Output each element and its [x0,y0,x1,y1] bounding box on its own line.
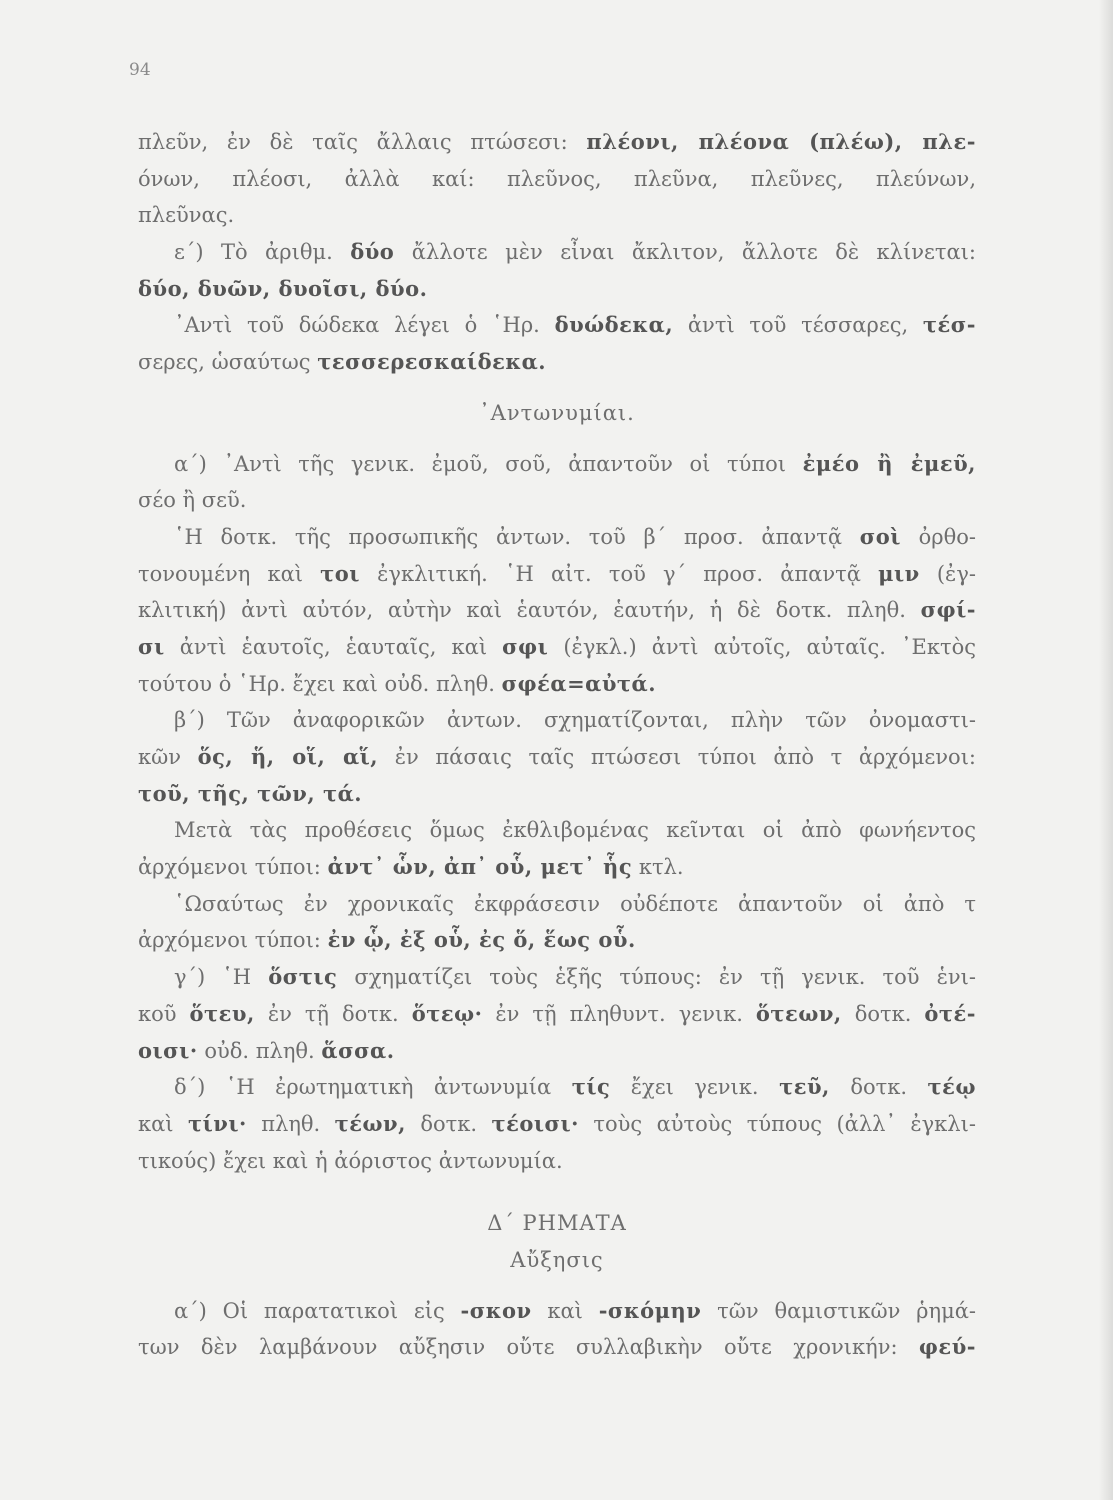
text-line: σι ἀντὶ ἑαυτοῖς, ἑαυταῖς, καὶ σφι (ἐγκλ.) ἀντὶ αὐτοῖς, αὐταῖς. ᾿Εκτὸς [138,633,976,659]
text-line: τικούς) ἔχει καὶ ἡ ἀόριστος ἀντωνυμία. [138,1148,563,1173]
text-line: όνων, πλέοσι, ἀλλὰ καί: πλεῦνος, πλεῦνα, πλεῦνες, πλεύνων, [138,166,976,191]
text-line: κοῦ ὅτευ, ἐν τῇ δοτκ. ὅτεῳ· ἐν τῇ πληθυντ. γενικ. ὅτεων, δοτκ. ὀτέ- [138,1000,977,1026]
text-line: τούτου ὁ ῾Ηρ. ἔχει καὶ οὐδ. πληθ. σφέα=αὐτά. [138,670,657,696]
page-number: 94 [129,60,151,80]
text-line: πλεῦν, ἐν δὲ ταῖς ἄλλαις πτώσεσι: πλέονι, πλέονα (πλέω), πλε- [138,129,976,154]
text-line: σέο ἢ σεῦ. [138,488,247,513]
text-line: ῾Η δοτκ. τῆς προσωπικῆς ἀντων. τοῦ β΄ προσ. ἀπαντᾷ σοὶ ὀρθο- [174,523,976,549]
text-line: τονουμένη καὶ τοι ἐγκλιτική. ῾Η αἰτ. τοῦ γ΄ προσ. ἀπαντᾷ μιν (ἐγ- [138,560,976,586]
text-line: δ΄) ῾Η ἐρωτηματικὴ ἀντωνυμία τίς ἔχει γενικ. τεῦ, δοτκ. τέῳ [174,1074,976,1100]
text-line: καὶ τίνι· πληθ. τέων, δοτκ. τέοισι· τοὺς αὐτοὺς τύπους (ἀλλ᾿ ἐγκλι- [138,1110,976,1136]
section-heading-augment: Αὔξησις [510,1247,604,1272]
text-line: των δὲν λαμβάνουν αὔξησιν οὔτε συλλαβικὴν οὔτε χρονικήν: φεύ- [138,1334,976,1360]
text-line: τοῦ, τῆς, τῶν, τά. [138,780,363,806]
text-line: ἀρχόμενοι τύποι: ἀντ᾿ ὧν, ἀπ᾿ οὗ, μετ᾿ ἧς κτλ. [138,854,684,880]
body-text [138,124,976,1366]
text-line: ἀρχόμενοι τύποι: ἐν ᾧ, ἐξ οὗ, ἐς ὅ, ἕως οὗ. [138,927,636,953]
text-line: ε΄) Τὸ ἀριθμ. δύο ἄλλοτε μὲν εἶναι ἄκλιτον, ἄλλοτε δὲ κλίνεται: [174,239,976,265]
text-line: κῶν ὅς, ἥ, οἵ, αἵ, ἐν πάσαις ταῖς πτώσεσι τύποι ἀπὸ τ ἀρχόμενοι: [138,744,977,769]
text-line: ῾Ωσαύτως ἐν χρονικαῖς ἐκφράσεσιν οὐδέποτε ἀπαντοῦν οἱ ἀπὸ τ [174,891,976,916]
text-line: β΄) Τῶν ἀναφορικῶν ἀντων. σχηματίζονται, πλὴν τῶν ὀνομαστι- [174,708,976,733]
text-line: α΄) ᾿Αντὶ τῆς γενικ. ἐμοῦ, σοῦ, ἀπαντοῦν οἱ τύποι ἐμέο ἢ ἐμεῦ, [174,450,976,476]
chapter-heading-verbs: Δ΄ ΡΗΜΑΤΑ [487,1211,627,1236]
text-line: δύο, δυῶν, δυοῖσι, δύο. [138,275,428,301]
text-line: α΄) Οἱ παρατατικοὶ εἰς -σκον καὶ -σκόμην τῶν θαμιστικῶν ῥημά- [174,1297,976,1323]
text-line: πλεῦνας. [138,203,235,228]
text-line: Μετὰ τὰς προθέσεις ὅμως ἐκθλιβομένας κεῖνται οἱ ἀπὸ φωνήεντος [174,818,976,843]
text-line: γ΄) ῾Η ὅστις σχηματίζει τοὺς ἑξῆς τύπους: ἐν τῇ γενικ. τοῦ ἑνι- [174,964,976,990]
text-line: σερες, ὡσαύτως τεσσερεσκαίδεκα. [138,349,547,375]
page-edge-shadow [1099,0,1113,1500]
text-line: κλιτική) ἀντὶ αὐτόν, αὐτὴν καὶ ἑαυτόν, ἑαυτήν, ἡ δὲ δοτκ. πληθ. σφί- [138,597,976,623]
text-line: οισι· οὐδ. πληθ. ἅσσα. [138,1037,395,1063]
section-heading-pronouns: ᾿Αντωνυμίαι. [479,400,635,425]
text-line: ᾿Αντὶ τοῦ δώδεκα λέγει ὁ ῾Ηρ. δυώδεκα, ἀντὶ τοῦ τέσσαρες, τέσ- [174,312,976,338]
